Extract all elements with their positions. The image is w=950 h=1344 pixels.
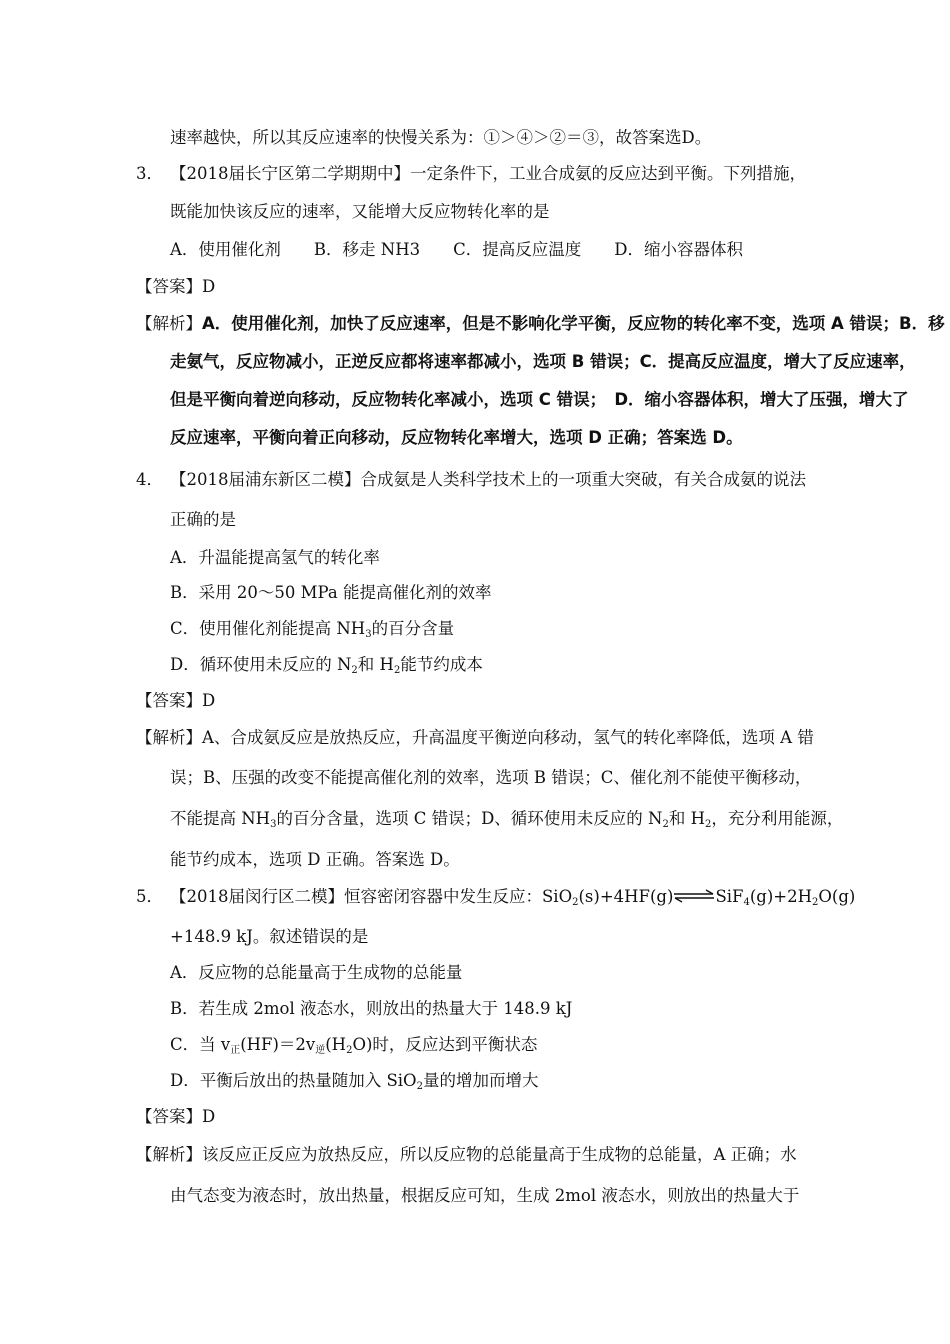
option-c: C．使用催化剂能提高 $NH_3$的百分含量 [170, 619, 455, 640]
equilibrium-arrow-icon [673, 889, 715, 903]
explanation-text: A．使用催化剂，加快了反应速率，但是不影响化学平衡，反应物的转化率不变，选项 A 错误；B．移 [202, 314, 945, 333]
explanation-line: 能节约成本，选项 D 正确。答案选 D。 [170, 850, 460, 869]
question-stem: 正确的是 [170, 510, 236, 529]
explanation-line: 由气态变为液态时，放出热量，根据反应可知，生成 2mol 液态水，则放出的热量大于 [170, 1186, 800, 1205]
answer: 【答案】D [136, 691, 216, 710]
option-d: D．平衡后放出的热量随加入 SiO$_2$量的增加而增大 [170, 1071, 539, 1092]
option-b: B．若生成 2mol 液态水，则放出的热量大于 148.9 kJ [170, 999, 573, 1018]
option-b: B．采用 20～50 MPa 能提高催化剂的效率 [170, 583, 492, 602]
question-options: A．使用催化剂 B．移走 NH3 C．提高反应温度 D．缩小容器体积 [170, 240, 743, 259]
option-d: D．循环使用未反应的 $N_2$和 $H_2$能节约成本 [170, 655, 483, 676]
question-stem: 【2018届闵行区二模】恒容密闭容器中发生反应：SiO$_2$(s)+4HF(g) $SiF_4(g)+2H_2O(g)$ [170, 887, 856, 908]
text-line: 速率越快，所以其反应速率的快慢关系为：①＞④＞②＝③，故答案选D。 [170, 128, 712, 147]
question-stem: 既能加快该反应的速率，又能增大反应物转化率的是 [170, 202, 550, 221]
explanation-tag: 【解析】 [136, 314, 202, 333]
option-a: A．升温能提高氢气的转化率 [170, 548, 380, 567]
answer: 【答案】D [136, 1107, 216, 1126]
question-stem: 【2018届浦东新区二模】合成氨是人类科学技术上的一项重大突破，有关合成氨的说法 [170, 470, 806, 489]
explanation-line: 但是平衡向着逆向移动，反应物转化率减小，选项 C 错误； D．缩小容器体积，增大了压强，增大了 [170, 390, 909, 409]
question-number: 4． [136, 470, 163, 489]
option-a: A．反应物的总能量高于生成物的总能量 [170, 963, 463, 982]
question-number: 5． [136, 887, 163, 906]
question-stem: +148.9 kJ。叙述错误的是 [170, 927, 369, 946]
explanation-line: 【解析】该反应正反应为放热反应，所以反应物的总能量高于生成物的总能量，A 正确；水 [136, 1145, 797, 1164]
option-c: C．当 $v_正(HF)=2v_逆(H_2O)$时，反应达到平衡状态 [170, 1035, 538, 1056]
explanation-line: 反应速率，平衡向着正向移动，反应物转化率增大，选项 D 正确；答案选 D。 [170, 428, 743, 447]
answer: 【答案】D [136, 277, 216, 296]
explanation-line [136, 313, 945, 335]
explanation-line: 走氨气，反应物减小，正逆反应都将速率都减小，选项 B 错误；C．提高反应温度，增大了反应速率， [170, 352, 916, 371]
explanation-line: 不能提高 $NH_3$的百分含量，选项 C 错误；D、循环使用未反应的 $N_2$和 $H_2$，充分利用能源， [170, 809, 844, 830]
explanation-line: 误；B、压强的改变不能提高催化剂的效率，选项 B 错误；C、催化剂不能使平衡移动， [170, 768, 812, 787]
question-number: 3． [136, 164, 163, 183]
explanation-line: 【解析】A、合成氨反应是放热反应，升高温度平衡逆向移动，氢气的转化率降低，选项 A 错 [136, 728, 814, 747]
question-stem: 【2018届长宁区第二学期期中】一定条件下，工业合成氨的反应达到平衡。下列措施， [170, 164, 806, 183]
